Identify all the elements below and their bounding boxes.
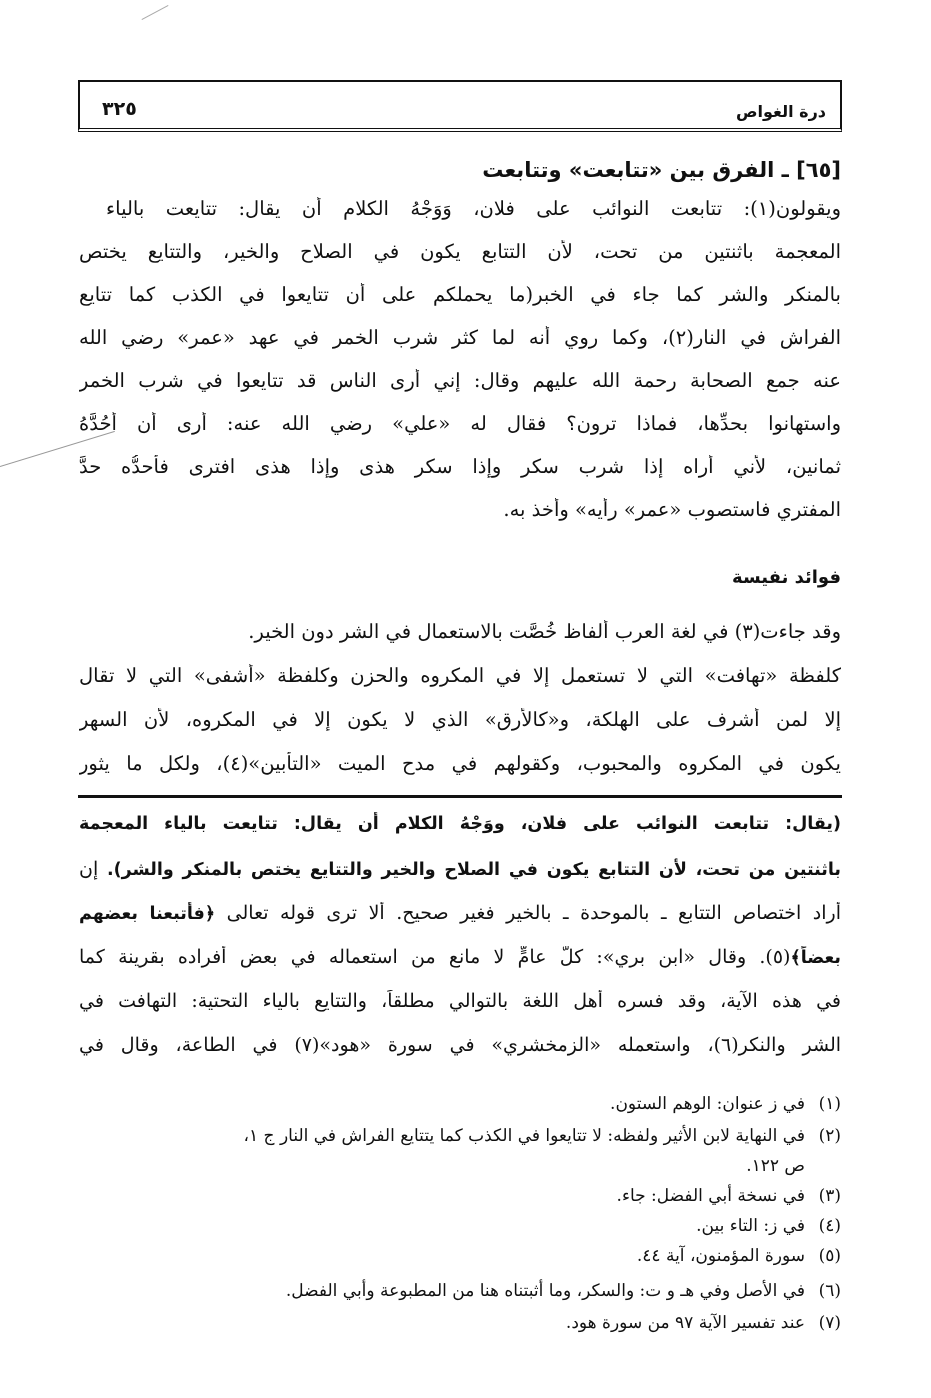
footnote-number: (٢) bbox=[818, 1126, 841, 1146]
text-line: إلا لمن أشرف على الهلكة، و«كالأرق» الذي لا يكون إلا في المكروه، لأن السهر bbox=[79, 708, 841, 731]
text-line: واستهانوا بحدِّها، فماذا ترون؟ فقال له «علي» رضي الله عنه: أرى أن أحُدَّهُ bbox=[79, 412, 841, 435]
text-line: ثمانين، لأني أراه إذا شرب سكر وإذا سكر هذى وإذا هذى افترى فأحدُّه حدَّ bbox=[79, 455, 841, 478]
scan-artifact-mark bbox=[142, 5, 169, 20]
commentary-segment: في هذه الآية، وقد فسره أهل اللغة بالتوالي مطلقاً، والتتايع بالياء التحتية: التهافت في bbox=[79, 990, 841, 1012]
footnote-number: (٦) bbox=[818, 1281, 841, 1301]
footnote-number: (١) bbox=[818, 1094, 841, 1114]
footnote bbox=[79, 1281, 841, 1301]
footnote bbox=[43, 1156, 805, 1176]
footnote-text: في ز: التاء بين. bbox=[696, 1216, 805, 1236]
text-line: بالمنكر والشر كما جاء في الخبر(ما يحملكم على أن تتايعوا في الكذب كما تتايع bbox=[79, 283, 841, 306]
footnote-text: في النهاية لابن الأثير ولفظه: لا تتايعوا في الكذب كما يتتايع الفراش في النار ج ١، bbox=[243, 1126, 805, 1146]
running-title: درة الغواص bbox=[736, 102, 826, 121]
section-title: [٦٥] ـ الفرق بين «تتابعت» وتتابعت bbox=[482, 158, 841, 182]
footnote-number: (٤) bbox=[818, 1216, 841, 1236]
commentary-line bbox=[79, 990, 841, 1012]
text-line: يكون في المكروه والمحبوب، وكقولهم في مدح الميت «التأبين»(٤)، ولكل ما يثور bbox=[79, 752, 841, 775]
footnote-number: (٥) bbox=[818, 1246, 841, 1266]
text-line: وقد جاءت(٣) في لغة العرب ألفاظ خُصَّت بالاستعمال في الشر دون الخير. bbox=[248, 620, 841, 643]
commentary-line bbox=[79, 1034, 841, 1056]
footnote bbox=[79, 1126, 841, 1146]
commentary-segment: الشر والنكر(٦)، واستعمله «الزمخشري» في سورة «هود»(٧) في الطاعة، وقال في bbox=[79, 1034, 841, 1056]
footnote-number: (٧) bbox=[818, 1313, 841, 1333]
text-line: كلفظة «تهافت» التي لا تستعمل إلا في المكروه والحزن وكلفظة «أشفى» التي لا تقال bbox=[79, 664, 841, 687]
footnote-text: في نسخة أبي الفضل: جاء. bbox=[616, 1186, 805, 1206]
commentary-quote: (يقال: تتابعت النوائب على فلان، ووَجْهُ الكلام أن يقال: تتايعت بالياء المعجمة bbox=[79, 814, 841, 834]
commentary-line bbox=[79, 946, 841, 968]
text-line: الفراش في النار(٢)، وكما روي أنه لما كثر شرب الخمر في عهد «عمر» رضي الله bbox=[79, 326, 841, 349]
footnote-number: (٣) bbox=[818, 1186, 841, 1206]
text-line: المعجمة باثنتين من تحت، لأن التتابع يكون في الصلاح والخير، والتتايع يختص bbox=[79, 240, 841, 263]
footnote-text: في ز عنوان: الوهم الستون. bbox=[610, 1094, 805, 1114]
footnote bbox=[79, 1186, 841, 1206]
commentary-line bbox=[79, 812, 841, 834]
footnote bbox=[79, 1246, 841, 1266]
footnote bbox=[79, 1313, 841, 1333]
commentary-segment: (٥). وقال «ابن بري»: كلُّ عامٍّ لا مانع من استعماله في بعض أفراده بقرينة كما bbox=[79, 946, 791, 968]
subheading: فوائد نفيسة bbox=[732, 567, 841, 588]
footnote-text: سورة المؤمنون، آية ٤٤. bbox=[636, 1246, 805, 1266]
text-line: عنه جمع الصحابة رحمة الله عليهم وقال: إني أرى الناس قد تتايعوا في شرب الخمر bbox=[79, 369, 841, 392]
footnote-text: عند تفسير الآية ٩٧ من سورة هود. bbox=[565, 1313, 805, 1333]
page-header bbox=[78, 80, 842, 132]
commentary-quote: باثنتين من تحت، لأن التتابع يكون في الصلاح والخير والتتايع يختص بالمنكر والشر). bbox=[106, 860, 841, 880]
commentary-quote: ﴿فأتبعنا بعضهم bbox=[79, 904, 216, 924]
separator-rule bbox=[78, 795, 842, 798]
page-number: ٣٢٥ bbox=[102, 98, 137, 120]
commentary-segment: أراد اختصاص التتابع ـ بالموحدة ـ بالخير فغير صحيح. ألا ترى قوله تعالى bbox=[215, 902, 841, 924]
footnote-text: في الأصل وفي هـ و ت: والسكر، وما أثبتناه هنا من المطبوعة وأبي الفضل. bbox=[285, 1281, 805, 1301]
footnote bbox=[79, 1216, 841, 1236]
commentary-line bbox=[79, 902, 841, 924]
text-line: المفتري فاستصوب «عمر» رأيه» وأخذ به. bbox=[503, 498, 841, 521]
footnote bbox=[79, 1094, 841, 1114]
commentary-line bbox=[79, 858, 841, 880]
text-line: ويقولون(١): تتابعت النوائب على فلان، وَوَجْهُ الكلام أن يقال: تتايعت بالياء bbox=[106, 197, 841, 220]
commentary-quote: بعضاً﴾ bbox=[790, 948, 841, 968]
commentary-segment: إن bbox=[79, 858, 107, 880]
footnote-text: ص ١٢٢. bbox=[746, 1156, 805, 1176]
